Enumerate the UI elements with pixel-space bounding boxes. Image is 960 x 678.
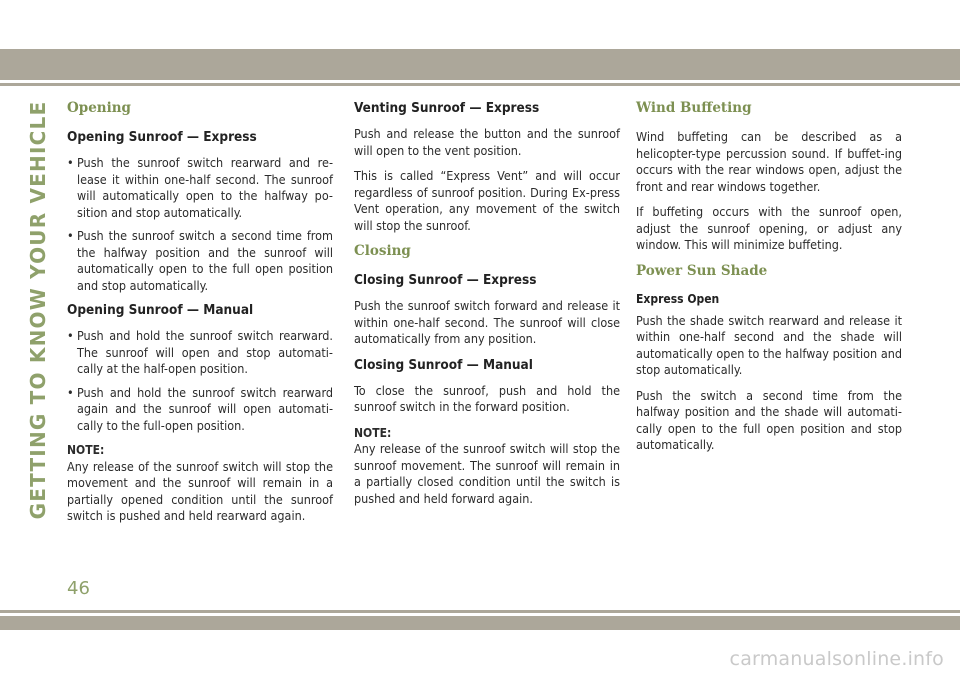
subheading-venting-express: Venting Sunroof — Express [354,100,540,116]
note-text: Any release of the sunroof switch will stop the movement and the sunroof will remain in a partially opened condition until the sunroof switch is pushed and held rearward again. [67,458,333,523]
column-2 [354,100,620,516]
opening-express-list [67,155,333,294]
paragraph: Push the sunroof switch forward and release it within one-half second. The sunroof will close automatically from any position. [354,298,620,346]
paragraph: Push the shade switch rearward and release it within one-half second and the shade will automatically open to the halfway position and stop automatically. [636,312,902,377]
column-1 [67,100,333,534]
list-item: • Push and hold the sunroof switch rearward again and the sunroof will open automati-cally to the full-open position. [67,384,333,433]
note-text: Any release of the sunroof switch will stop the sunroof movement. The sunroof will remain in a partially closed condition until the switch is pushed and held forward again. [354,441,620,506]
section-title-closing: Closing [354,243,411,259]
paragraph: To close the sunroof, push and hold the sunroof switch in the forward position. [354,382,620,414]
page-number: 46 [67,578,90,599]
note-label: NOTE: [354,425,392,440]
section-title-opening: Opening [67,100,131,116]
header-rule [0,83,960,86]
list-item: • Push the sunroof switch rearward and re-lease it within one-half second. The sunroof will automatically open to the halfway po-sition and stop automatically. [67,155,333,220]
list-item: • Push the sunroof switch a second time from the halfway position and the sunroof will automatically open to the full open position and stop automatically. [67,228,333,293]
chapter-side-tab: GETTING TO KNOW YOUR VEHICLE [26,100,50,520]
subheading-closing-express: Closing Sunroof — Express [354,272,537,288]
section-title-power-sun-shade: Power Sun Shade [636,262,768,279]
paragraph: If buffeting occurs with the sunroof open, adjust the sunroof opening, or adjust any window. This will minimize buffeting. [636,204,902,252]
opening-manual-list [67,328,333,434]
bullet-glyph: • [67,328,74,343]
bullet-glyph: • [67,384,74,400]
watermark: carmanualsonline.info [729,648,944,670]
subheading-opening-manual: Opening Sunroof — Manual [67,302,254,318]
column-3 [636,100,902,463]
subheading-express-open: Express Open [636,291,720,306]
bullet-glyph: • [67,228,74,243]
paragraph: Push the switch a second time from the halfway position and the shade will automati-cally open to the full open position and stop automatically. [636,387,902,452]
footer-band [0,616,960,630]
paragraph: Push and release the button and the sunroof will open to the vent position. [354,126,620,158]
paragraph: Wind buffeting can be described as a helicopter-type percussion sound. If buffet-ing occurs with the rear windows open, adjust the front and rear windows together. [636,129,902,194]
list-item: • Push and hold the sunroof switch rearward. The sunroof will open and stop automati-cally at the half-open position. [67,328,333,376]
footer-rule [0,610,960,613]
note-label: NOTE: [67,443,105,457]
section-title-wind-buffeting: Wind Buffeting [636,100,752,116]
bullet-glyph: • [67,155,74,170]
subheading-closing-manual: Closing Sunroof — Manual [354,356,533,373]
header-band [0,49,960,80]
paragraph: This is called “Express Vent” and will occur regardless of sunroof position. During Ex-press Vent operation, any movement of the switch will stop the sunroof. [354,168,620,233]
subheading-opening-express: Opening Sunroof — Express [67,129,257,145]
